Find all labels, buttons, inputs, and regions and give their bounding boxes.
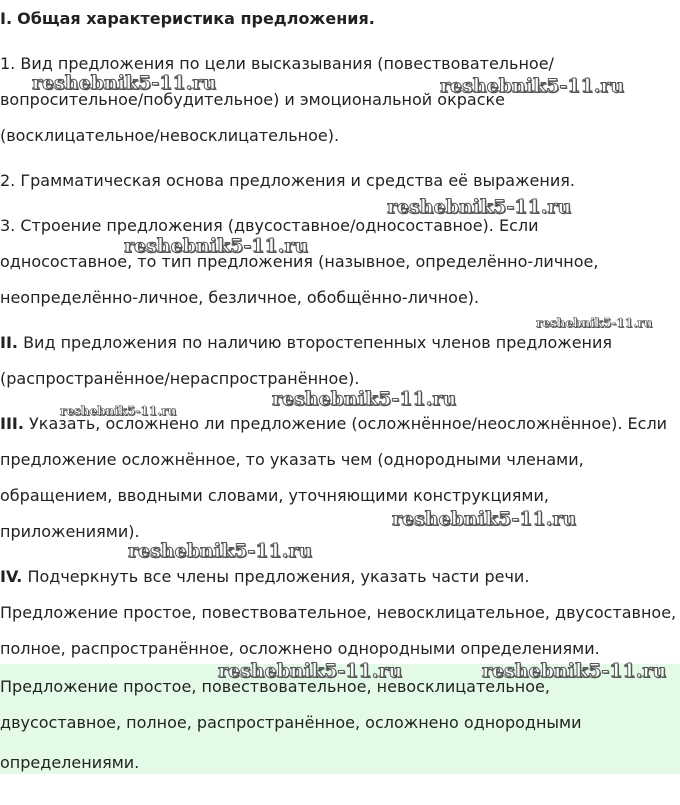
section-2-line-1: [0, 333, 612, 353]
answer-line-2: полное, распространённое, осложнено однородными определениями.: [0, 639, 600, 658]
highlight-line-2: двусоставное, полное, распространённое, осложнено однородными: [0, 713, 582, 732]
section-3-line-2: предложение осложнённое, то указать чем (однородными членами,: [0, 450, 584, 469]
item-3-line-2: односоставное, то тип предложения (назывное, определённо-личное,: [0, 252, 599, 271]
watermark: reshebnik5-11.ru: [272, 388, 457, 410]
roman-numeral: I.: [0, 9, 13, 28]
item-1-line-1: 1. Вид предложения по цели высказывания (повествовательное/: [0, 54, 554, 73]
section-title: Общая характеристика предложения.: [17, 9, 375, 28]
roman-numeral: III.: [0, 414, 24, 433]
watermark: reshebnik5-11.ru: [536, 316, 653, 330]
watermark: reshebnik5-11.ru: [482, 660, 667, 682]
watermark: reshebnik5-11.ru: [218, 660, 403, 682]
watermark: reshebnik5-11.ru: [387, 196, 572, 218]
watermark: reshebnik5-11.ru: [60, 404, 177, 418]
section-3-line-3: обращением, вводными словами, уточняющими конструкциями,: [0, 486, 549, 505]
section-2-line-2: (распространённое/нераспространённое).: [0, 369, 360, 388]
section-3-text: Указать, осложнено ли предложение (осложнённое/неосложнённое). Если: [23, 414, 668, 433]
item-3-line-1: 3. Строение предложения (двусоставное/односоставное). Если: [0, 216, 539, 235]
watermark: reshebnik5-11.ru: [32, 72, 217, 94]
section-1-heading: [0, 9, 375, 29]
item-2: 2. Грамматическая основа предложения и средства её выражения.: [0, 171, 575, 190]
watermark: reshebnik5-11.ru: [128, 540, 313, 562]
item-1-line-3: (восклицательное/невосклицательное).: [0, 126, 340, 145]
section-2-text: Вид предложения по наличию второстепенных членов предложения: [17, 333, 613, 352]
highlight-line-1: Предложение простое, повествовательное, невосклицательное,: [0, 677, 550, 696]
roman-numeral: IV.: [0, 567, 23, 586]
watermark: reshebnik5-11.ru: [392, 508, 577, 530]
answer-line-1: Предложение простое, повествовательное, невосклицательное, двусоставное,: [0, 603, 677, 622]
section-4-text: Подчеркнуть все члены предложения, указать части речи.: [22, 567, 530, 586]
watermark: reshebnik5-11.ru: [440, 75, 625, 97]
section-3-line-4: приложениями).: [0, 522, 140, 541]
item-1-line-2: вопросительное/побудительное) и эмоциональной окраске: [0, 90, 505, 109]
roman-numeral: II.: [0, 333, 18, 352]
highlight-line-3: определениями.: [0, 753, 140, 772]
section-4-line-1: [0, 567, 529, 587]
item-3-line-3: неопределённо-личное, безличное, обобщённо-личное).: [0, 288, 480, 307]
watermark: reshebnik5-11.ru: [124, 235, 309, 257]
